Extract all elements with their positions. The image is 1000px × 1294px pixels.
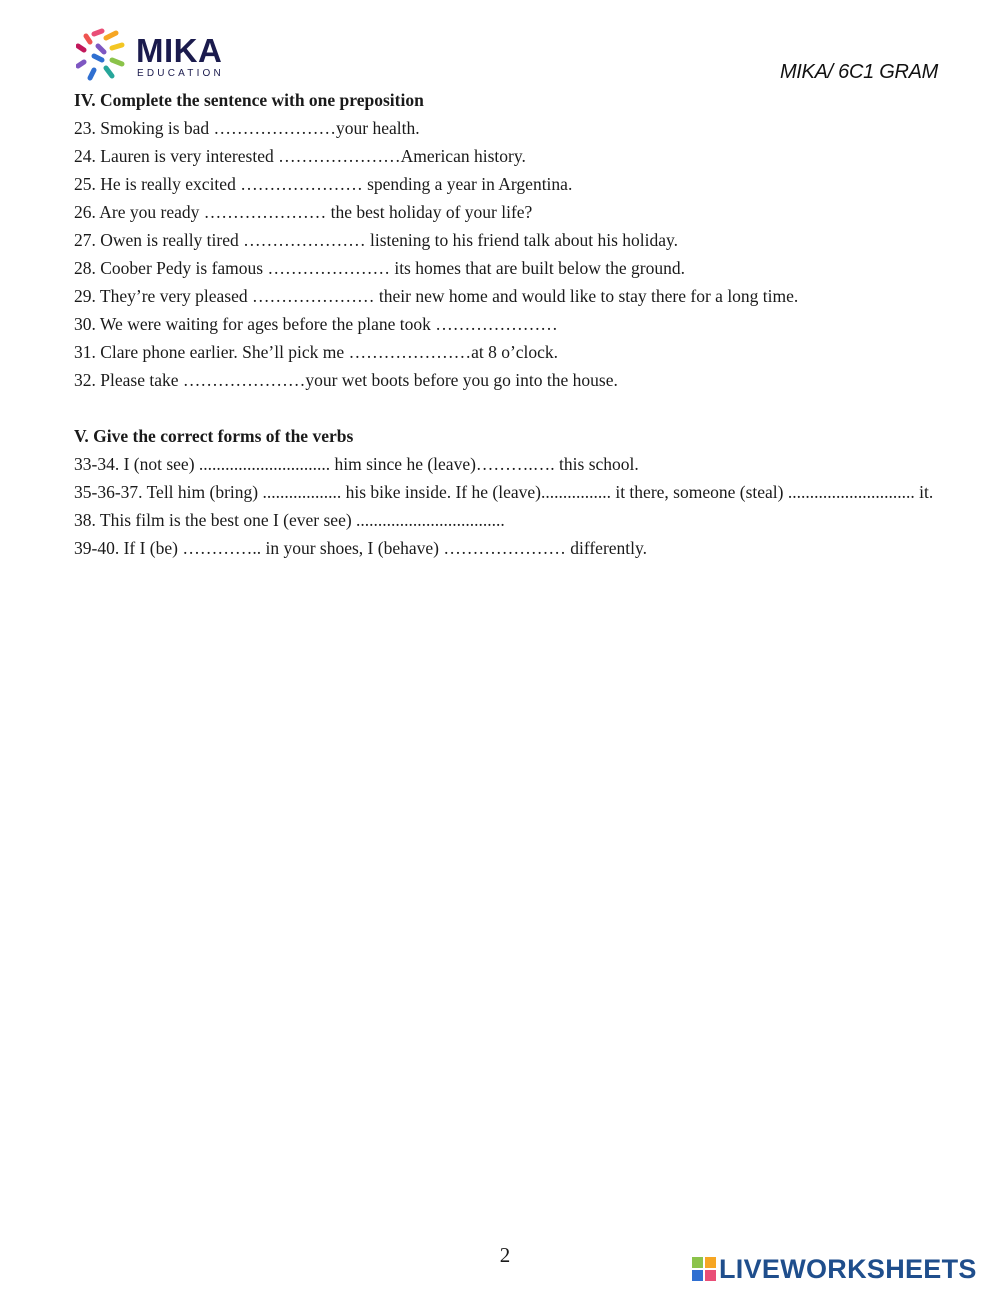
exercise-item-33-34: 33-34. I (not see) .............................. him since he (leave)……….…. this school. [74,454,639,474]
worksheet-content [74,86,938,562]
exercise-item-25: 25. He is really excited ………………… spending a year in Argentina. [74,174,573,194]
section-spacer [74,394,938,422]
exercise-item-30: 30. We were waiting for ages before the plane took ………………… [74,314,558,334]
exercise-item-28: 28. Coober Pedy is famous ………………… its homes that are built below the ground. [74,258,685,278]
liveworksheets-logo-icon [692,1257,716,1281]
exercise-item-24: 24. Lauren is very interested …………………American history. [74,146,526,166]
exercise-item-27: 27. Owen is really tired ………………… listening to his friend talk about his holiday. [74,230,678,250]
brand-name: MIKA [136,32,223,69]
section-5-title: V. Give the correct forms of the verbs [74,426,354,446]
page-number: 2 [499,1243,511,1267]
document-code: MIKA/ 6C1 GRAM [779,61,938,83]
exercise-item-35-37: 35-36-37. Tell him (bring) .................. his bike inside. If he (leave)................ it there, someone (steal) ............................. it. [74,482,934,502]
exercise-item-38: 38. This film is the best one I (ever see) .................................. [74,510,505,530]
watermark-text: LIVEWORKSHEETS [719,1254,977,1284]
exercise-item-39-40: 39-40. If I (be) ………….. in your shoes, I (behave) ………………… differently. [74,538,647,558]
mika-logo-mark-icon [76,28,132,84]
exercise-item-26: 26. Are you ready ………………… the best holiday of your life? [74,202,533,222]
exercise-item-31: 31. Clare phone earlier. She’ll pick me …………………at 8 o’clock. [74,342,559,362]
exercise-item-23: 23. Smoking is bad …………………your health. [74,118,420,138]
exercise-item-29: 29. They’re very pleased ………………… their new home and would like to stay there for a long time. [74,286,799,306]
exercise-item-32: 32. Please take …………………your wet boots before you go into the house. [74,370,618,390]
brand-subtitle: EDUCATION [137,68,224,79]
mika-logo [76,28,236,84]
section-4-title: IV. Complete the sentence with one preposition [74,90,424,110]
